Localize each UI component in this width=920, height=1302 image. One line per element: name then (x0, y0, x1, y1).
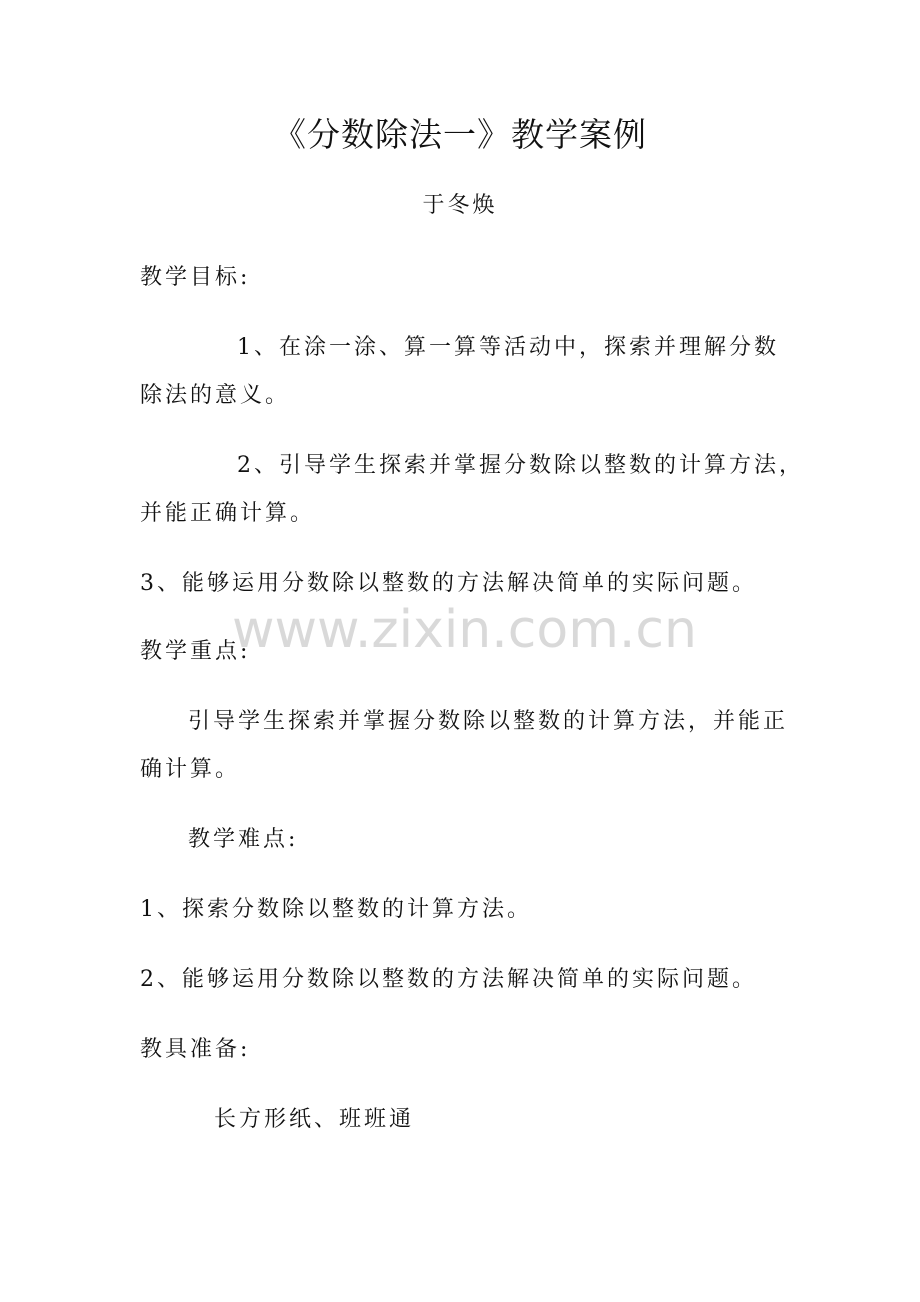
key-point-line-1: 引导学生探索并掌握分数除以整数的计算方法，并能正 (188, 709, 789, 734)
author-name: 于冬焕 (422, 193, 498, 218)
difficulty-1: 1、探索分数除以整数的计算方法。 (140, 897, 532, 922)
difficulties-heading: 教学难点: (188, 827, 299, 852)
key-points-heading: 教学重点: (140, 639, 251, 664)
objective-1-line-1: 1、在涂一涂、算一算等活动中，探索并理解分数 (237, 335, 779, 360)
objective-3: 3、能够运用分数除以整数的方法解决简单的实际问题。 (140, 571, 757, 596)
materials-heading: 教具准备: (140, 1037, 251, 1062)
key-point-line-2: 确计算。 (140, 757, 241, 782)
materials-list: 长方形纸、班班通 (214, 1107, 415, 1132)
document-title: 《分数除法一》教学案例 (273, 115, 647, 154)
objectives-heading: 教学目标: (140, 265, 251, 290)
difficulty-2: 2、能够运用分数除以整数的方法解决简单的实际问题。 (140, 967, 757, 992)
objective-2-line-2: 并能正确计算。 (140, 501, 316, 526)
watermark-text: www.zixin.com.cn (232, 600, 697, 660)
objective-2-line-1: 2、引导学生探索并掌握分数除以整数的计算方法， (237, 453, 804, 478)
objective-1-line-2: 除法的意义。 (140, 383, 291, 408)
